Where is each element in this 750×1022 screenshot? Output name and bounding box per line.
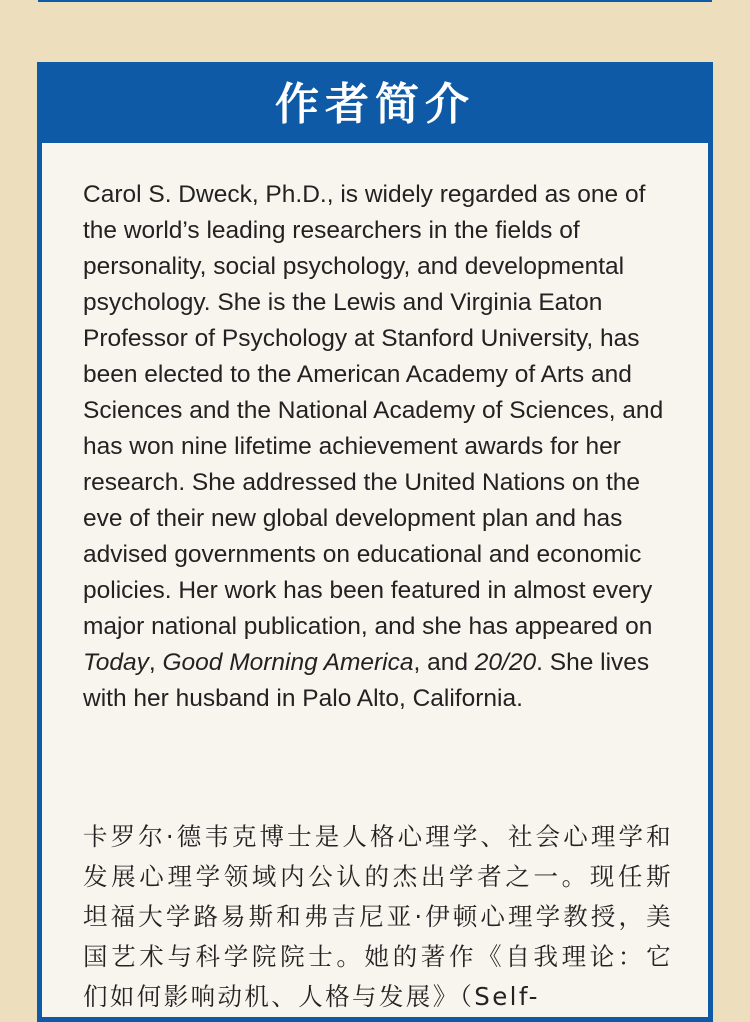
show-title-good-morning-america: Good Morning America (162, 649, 414, 676)
bio-text-part2: . She lives with her husband in Palo Alto, California. (83, 649, 650, 712)
bio-text-part1: Carol S. Dweck, Ph.D., is widely regarded as one of the world’s leading researchers in the fields of personality, social psychology, and developmental psychology. She is the Lewis and Virginia Eaton Professor of Psychology at Stanford University, has been elected to the American Academy of Arts and Sciences and the National Academy of Sciences, and has won nine lifetime achievement awards for her research. She addressed the United Nations on the eve of their new global development plan and has advised governments on educational and economic policies. Her work has been featured in almost every major national publication, and she has appeared on (83, 181, 664, 640)
section-title: 作者简介 (275, 79, 475, 130)
bio-chinese: 卡罗尔·德韦克博士是人格心理学、社会心理学和发展心理学领域内公认的杰出学者之一。现任斯坦福大学路易斯和弗吉尼亚·伊顿心理学教授，美国艺术与科学院院士。她的著作《自我理论：它们如何影响动机、人格与发展》（Self- (83, 822, 673, 1011)
show-title-today: Today (83, 649, 149, 676)
bio-separator: , and (413, 649, 475, 676)
bio-english (83, 177, 683, 717)
show-title-20-20: 20/20 (474, 649, 537, 676)
bio-separator: , (148, 649, 163, 676)
card-header (42, 67, 708, 143)
previous-card-bottom-edge (38, 0, 712, 2)
author-bio-card (37, 62, 713, 1022)
